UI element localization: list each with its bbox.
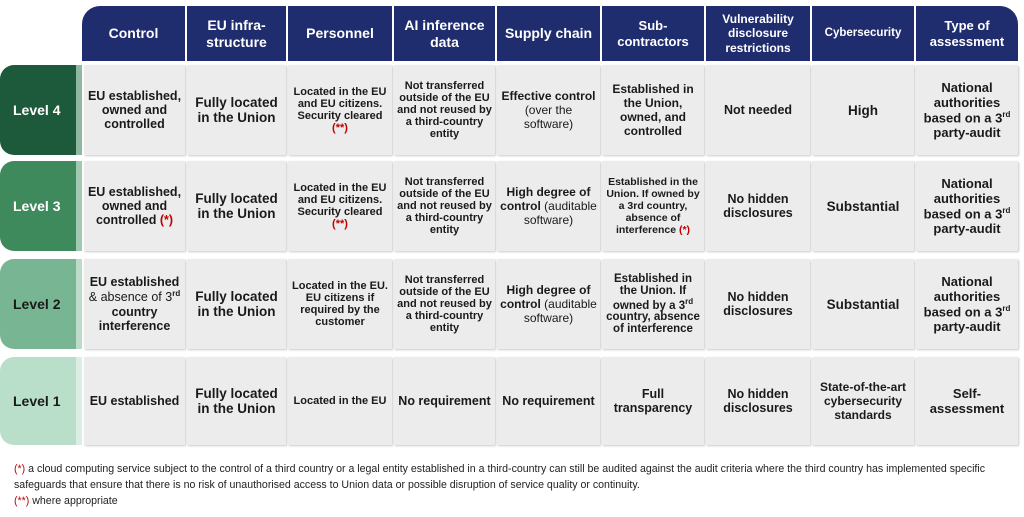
- l2-subcontractors: Established in the Union. If owned by a 3rd country, absence of interference: [602, 259, 704, 349]
- level-4-label: Level 4: [0, 65, 82, 155]
- l3-subcontractors: Established in the Union. If owned by a 3rd country, absence of interference (*): [602, 161, 704, 251]
- l4-control: EU established, owned and controlled: [84, 65, 185, 155]
- level-2-label: Level 2: [0, 259, 82, 349]
- l3-personnel: Located in the EU and EU citizens. Security cleared (**): [288, 161, 392, 251]
- level-3-label: Level 3: [0, 161, 82, 251]
- header-assessment: Type of assessment: [916, 6, 1018, 61]
- header-control: Control: [82, 6, 185, 61]
- l1-subcontractors: Full transparency: [602, 357, 704, 445]
- l1-supply-chain: No requirement: [497, 357, 600, 445]
- l4-personnel: Located in the EU and EU citizens. Security cleared (**): [288, 65, 392, 155]
- footnotes: [14, 462, 1014, 510]
- header-ai-data: AI inference data: [394, 6, 495, 61]
- l1-control: EU established: [84, 357, 185, 445]
- l4-assessment: National authorities based on a 3rd party-audit: [916, 65, 1018, 155]
- l3-assessment: National authorities based on a 3rd party-audit: [916, 161, 1018, 251]
- footnote-2: (**) where appropriate: [14, 494, 118, 507]
- l3-control: EU established, owned and controlled (*): [84, 161, 185, 251]
- level-1-label: Level 1: [0, 357, 82, 445]
- l3-cybersecurity: Substantial: [812, 161, 914, 251]
- l1-vulnerability: No hidden disclosures: [706, 357, 810, 445]
- l1-ai-data: No requirement: [394, 357, 495, 445]
- l4-ai-data: Not transferred outside of the EU and not reused by a third-country entity: [394, 65, 495, 155]
- l3-supply-chain: High degree of control (auditable software): [497, 161, 600, 251]
- l2-control: EU established & absence of 3rd country interference: [84, 259, 185, 349]
- l1-personnel: Located in the EU: [288, 357, 392, 445]
- l4-infrastructure: Fully located in the Union: [187, 65, 286, 155]
- l2-assessment: National authorities based on a 3rd party-audit: [916, 259, 1018, 349]
- header-subcontractors: Sub-contractors: [602, 6, 704, 61]
- header-infrastructure: EU infra-structure: [187, 6, 286, 61]
- level-3-strip: [76, 161, 82, 251]
- l4-vulnerability: Not needed: [706, 65, 810, 155]
- l4-supply-chain: Effective control (over the software): [497, 65, 600, 155]
- l2-ai-data: Not transferred outside of the EU and not reused by a third-country entity: [394, 259, 495, 349]
- l3-infrastructure: Fully located in the Union: [187, 161, 286, 251]
- l3-vulnerability: No hidden disclosures: [706, 161, 810, 251]
- level-4-strip: [76, 65, 82, 155]
- l1-infrastructure: Fully located in the Union: [187, 357, 286, 445]
- header-personnel: Personnel: [288, 6, 392, 61]
- l4-subcontractors: Established in the Union, owned, and controlled: [602, 65, 704, 155]
- l3-ai-data: Not transferred outside of the EU and not reused by a third-country entity: [394, 161, 495, 251]
- l2-personnel: Located in the EU. EU citizens if required by the customer: [288, 259, 392, 349]
- header-supply-chain: Supply chain: [497, 6, 600, 61]
- footnote-1: (*) a cloud computing service subject to the control of a third country or a legal entity established in a third-country can still be audited against the audit criteria where the third country has implemented specific safeguards that ensure that there is no risk of unauthorised access to Union data or possible disruption of service quality or continuity.: [14, 463, 986, 491]
- l4-cybersecurity: High: [812, 65, 914, 155]
- header-vulnerability: Vulnerability disclosure restrictions: [706, 6, 810, 61]
- l2-infrastructure: Fully located in the Union: [187, 259, 286, 349]
- l2-cybersecurity: Substantial: [812, 259, 914, 349]
- l2-supply-chain: High degree of control (auditable software): [497, 259, 600, 349]
- l1-cybersecurity: State-of-the-art cybersecurity standards: [812, 357, 914, 445]
- level-1-strip: [76, 357, 82, 445]
- l2-vulnerability: No hidden disclosures: [706, 259, 810, 349]
- header-cybersecurity: Cybersecurity: [812, 6, 914, 61]
- level-2-strip: [76, 259, 82, 349]
- l1-assessment: Self-assessment: [916, 357, 1018, 445]
